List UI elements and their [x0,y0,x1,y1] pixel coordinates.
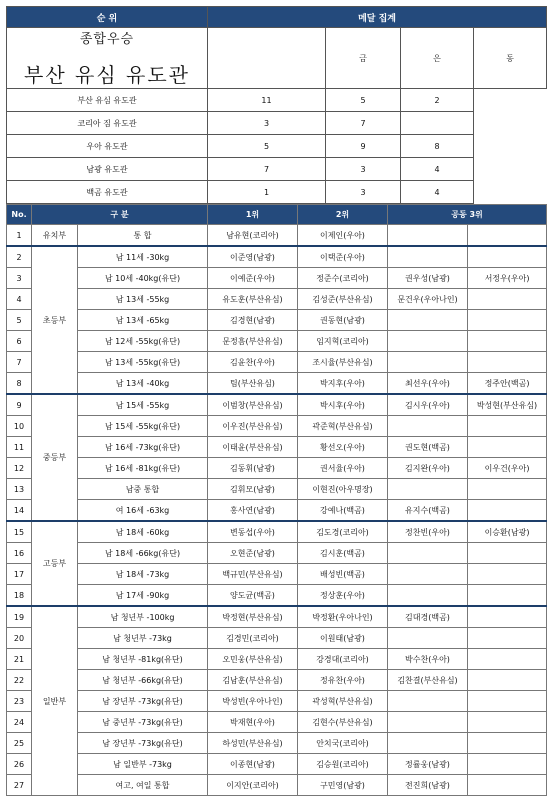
third-place-name [388,712,468,733]
first-place-header: 1위 [208,205,298,225]
gold-column-header: 금 [326,28,401,89]
third-place-name: 권도현(백곰) [388,437,468,458]
table-row [7,628,547,649]
second-place-name: 권동현(남광) [298,310,388,331]
third-place-name [468,479,547,500]
gold-count: 1 [208,181,326,204]
silver-count: 3 [326,181,401,204]
third-place-name [388,628,468,649]
row-number: 24 [7,712,32,733]
table-row [7,606,547,628]
row-number: 14 [7,500,32,522]
second-place-name: 강예나(백곰) [298,500,388,522]
second-place-name: 권서율(우아) [298,458,388,479]
second-place-header: 2위 [298,205,388,225]
table-row [7,670,547,691]
second-place-name: 김성준(부산유심) [298,289,388,310]
table-row [7,733,547,754]
table-row [7,289,547,310]
row-number: 16 [7,543,32,564]
gold-count: 3 [208,112,326,135]
bronze-count: 4 [401,158,474,181]
third-place-name: 정주안(백곰) [468,373,547,395]
table-row [7,564,547,585]
weight-category: 남 13세 -55kg [78,289,208,310]
row-number: 13 [7,479,32,500]
third-place-name [468,246,547,268]
table-row [7,585,547,607]
first-place-name: 박정현(부산유심) [208,606,298,628]
champion-name: 부산 유심 유도관 [24,63,190,87]
first-place-name: 이범창(부산유심) [208,394,298,416]
third-place-name [468,585,547,607]
table-row [7,352,547,373]
table-row [7,649,547,670]
table-row [7,268,547,289]
medal-summary-table [6,6,547,204]
row-number: 27 [7,775,32,796]
third-place-name: 이우건(우아) [468,458,547,479]
division-label: 초등부 [32,246,78,394]
weight-category: 남 16세 -81kg(유단) [78,458,208,479]
silver-count: 7 [326,112,401,135]
third-place-name [388,225,468,247]
weight-category: 남 청년부 -81kg(유단) [78,649,208,670]
table-row [7,775,547,796]
silver-count: 3 [326,158,401,181]
third-place-name [468,606,547,628]
first-place-name: 김남훈(부산유심) [208,670,298,691]
second-place-name: 곽성혁(부산유심) [298,691,388,712]
first-place-name: 백규민(부산유심) [208,564,298,585]
bronze-column-header: 동 [474,28,547,89]
third-place-name [388,733,468,754]
third-place-name [388,479,468,500]
third-place-name [468,310,547,331]
third-place-name [388,543,468,564]
third-place-name [468,225,547,247]
weight-category: 여고, 여일 통합 [78,775,208,796]
weight-category: 남 18세 -60kg [78,521,208,543]
second-place-name: 조시율(부산유심) [298,352,388,373]
first-place-name: 이태윤(부산유심) [208,437,298,458]
third-place-name [468,775,547,796]
table-row [7,458,547,479]
table-row [7,479,547,500]
row-number: 12 [7,458,32,479]
third-place-name [468,543,547,564]
medal-row [7,181,547,204]
weight-category: 남 13세 -65kg [78,310,208,331]
row-number: 25 [7,733,32,754]
table-row [7,521,547,543]
third-place-name [468,437,547,458]
medal-club-name: 부산 유심 유도관 [7,89,208,112]
gold-count: 5 [208,135,326,158]
second-place-name: 이현진(아우명장) [298,479,388,500]
gold-count: 7 [208,158,326,181]
weight-category: 남 15세 -55kg [78,394,208,416]
third-place-name [468,331,547,352]
second-place-name: 곽준혁(부산유심) [298,416,388,437]
third-place-name [388,691,468,712]
weight-category: 남 17세 -90kg [78,585,208,607]
medal-row [7,158,547,181]
silver-count: 9 [326,135,401,158]
division-label: 일반부 [32,606,78,796]
row-number: 26 [7,754,32,775]
third-place-name: 권우성(남광) [388,268,468,289]
champion-panel [7,28,208,89]
third-place-name: 최선우(우아) [388,373,468,395]
second-place-name: 김승원(코리아) [298,754,388,775]
third-place-name: 박수찬(우아) [388,649,468,670]
third-place-name [468,352,547,373]
first-place-name: 김휘모(남광) [208,479,298,500]
table-row [7,310,547,331]
gold-count: 11 [208,89,326,112]
bronze-count: 2 [401,89,474,112]
medal-row [7,135,547,158]
first-place-name: 오현준(남광) [208,543,298,564]
second-place-name: 이원태(남광) [298,628,388,649]
weight-category: 남 청년부 -66kg(유단) [78,670,208,691]
medal-club-name: 코리아 짐 유도관 [7,112,208,135]
second-place-name: 정준수(코리아) [298,268,388,289]
row-number: 7 [7,352,32,373]
weight-category: 남 15세 -55kg(유단) [78,416,208,437]
third-place-name [388,310,468,331]
table-row [7,543,547,564]
third-place-name: 김대경(백곰) [388,606,468,628]
table-row [7,225,547,247]
table-row [7,416,547,437]
weight-category: 남 12세 -55kg(유단) [78,331,208,352]
first-place-name: 팀(부산유심) [208,373,298,395]
table-row [7,437,547,458]
first-place-name: 홍사연(남광) [208,500,298,522]
third-place-name [468,712,547,733]
weight-category: 남 16세 -73kg(유단) [78,437,208,458]
first-place-name: 이지안(코리아) [208,775,298,796]
third-place-name [468,416,547,437]
row-number: 20 [7,628,32,649]
second-place-name: 김시훈(백곰) [298,543,388,564]
third-place-name: 서정우(우아) [468,268,547,289]
third-place-name [468,500,547,522]
row-number: 2 [7,246,32,268]
table-row [7,331,547,352]
division-label: 중등부 [32,394,78,521]
medal-club-name: 남광 유도관 [7,158,208,181]
third-place-name [468,670,547,691]
first-place-name: 문정흠(부산유심) [208,331,298,352]
first-place-name: 김경현(남광) [208,310,298,331]
second-place-name: 황선오(우아) [298,437,388,458]
results-table [6,204,547,796]
first-place-name: 남유현(코리아) [208,225,298,247]
row-number: 1 [7,225,32,247]
second-place-name: 임지혁(코리아) [298,331,388,352]
second-place-name: 정상훈(우아) [298,585,388,607]
rank-header: 순 위 [7,7,208,28]
first-place-name: 양도균(백곰) [208,585,298,607]
medal-tally-header: 메달 집계 [208,7,547,28]
row-number: 10 [7,416,32,437]
row-number: 19 [7,606,32,628]
first-place-name: 이준영(남광) [208,246,298,268]
first-place-name: 유도훈(부산유심) [208,289,298,310]
second-place-name: 강경대(코리아) [298,649,388,670]
third-place-name [388,585,468,607]
table-row [7,246,547,268]
no-header: No. [7,205,32,225]
third-place-name [388,246,468,268]
table-row [7,754,547,775]
row-number: 15 [7,521,32,543]
weight-category: 남 18세 -73kg [78,564,208,585]
second-place-name: 김도경(코리아) [298,521,388,543]
third-place-name: 정률웅(남광) [388,754,468,775]
second-place-name: 박시후(우아) [298,394,388,416]
second-place-name: 김현수(부산유심) [298,712,388,733]
weight-category: 남 장년부 -73kg(유단) [78,733,208,754]
row-number: 21 [7,649,32,670]
medal-club-name: 백곰 유도관 [7,181,208,204]
third-place-name [468,691,547,712]
third-place-name [388,564,468,585]
first-place-name: 김윤찬(우아) [208,352,298,373]
first-place-name: 이예준(우아) [208,268,298,289]
first-place-name: 박성빈(우아나인) [208,691,298,712]
third-place-name: 정찬빈(우아) [388,521,468,543]
third-place-name: 문건우(우아나인) [388,289,468,310]
bronze-count [401,112,474,135]
third-place-name [388,352,468,373]
table-row [7,373,547,395]
third-place-name: 박성현(부산유심) [468,394,547,416]
medal-row [7,89,547,112]
weight-category: 남 청년부 -100kg [78,606,208,628]
first-place-name: 이종현(남광) [208,754,298,775]
medal-corner-cell [208,28,326,89]
first-place-name: 김동휘(남광) [208,458,298,479]
category-header: 구 분 [32,205,208,225]
table-row [7,691,547,712]
third-place-name [468,649,547,670]
first-place-name: 변동섭(우아) [208,521,298,543]
first-place-name: 하성민(부산유심) [208,733,298,754]
row-number: 17 [7,564,32,585]
row-number: 22 [7,670,32,691]
third-place-name [468,564,547,585]
second-place-name: 박지후(우아) [298,373,388,395]
row-number: 6 [7,331,32,352]
second-place-name: 안치국(코리아) [298,733,388,754]
row-number: 11 [7,437,32,458]
weight-category: 여 16세 -63kg [78,500,208,522]
row-number: 3 [7,268,32,289]
second-place-name: 이택준(우아) [298,246,388,268]
table-row [7,712,547,733]
third-place-name: 김시우(우아) [388,394,468,416]
third-place-name [388,331,468,352]
weight-category: 남 장년부 -73kg(유단) [78,691,208,712]
third-place-name: 김지완(우아) [388,458,468,479]
third-place-name: 이승환(남광) [468,521,547,543]
row-number: 8 [7,373,32,395]
second-place-name: 이제인(우아) [298,225,388,247]
third-place-name [468,754,547,775]
bronze-count: 8 [401,135,474,158]
third-place-name [468,733,547,754]
weight-category: 남 10세 -40kg(유단) [78,268,208,289]
weight-category: 남 중년부 -73kg(유단) [78,712,208,733]
medal-club-name: 우아 유도관 [7,135,208,158]
third-place-name: 김찬결(부산유심) [388,670,468,691]
second-place-name: 배성빈(백곰) [298,564,388,585]
weight-category: 남 13세 -55kg(유단) [78,352,208,373]
third-place-name [388,416,468,437]
champion-label: 종합우승 [79,32,135,47]
second-place-name: 박정환(우아나인) [298,606,388,628]
row-number: 18 [7,585,32,607]
second-place-name: 정유찬(우아) [298,670,388,691]
weight-category: 남 13세 -40kg [78,373,208,395]
third-place-name: 전진희(남광) [388,775,468,796]
row-number: 23 [7,691,32,712]
first-place-name: 박재현(우아) [208,712,298,733]
medal-row [7,112,547,135]
second-place-name: 구민영(남광) [298,775,388,796]
third-place-name [468,628,547,649]
division-label: 유치부 [32,225,78,247]
weight-category: 남 청년부 -73kg [78,628,208,649]
table-row [7,500,547,522]
weight-category: 남 18세 -66kg(유단) [78,543,208,564]
weight-category: 남중 통합 [78,479,208,500]
weight-category: 남 11세 -30kg [78,246,208,268]
row-number: 5 [7,310,32,331]
weight-category: 남 일반부 -73kg [78,754,208,775]
first-place-name: 오민웅(부산유심) [208,649,298,670]
weight-category: 통 합 [78,225,208,247]
results-sheet [6,6,546,796]
row-number: 4 [7,289,32,310]
first-place-name: 이우진(부산유심) [208,416,298,437]
silver-count: 5 [326,89,401,112]
row-number: 9 [7,394,32,416]
table-row [7,394,547,416]
bronze-count: 4 [401,181,474,204]
third-place-name [468,289,547,310]
silver-column-header: 은 [401,28,474,89]
third-place-header: 공동 3위 [388,205,547,225]
first-place-name: 김경민(코리아) [208,628,298,649]
third-place-name: 유지수(백곰) [388,500,468,522]
division-label: 고등부 [32,521,78,606]
